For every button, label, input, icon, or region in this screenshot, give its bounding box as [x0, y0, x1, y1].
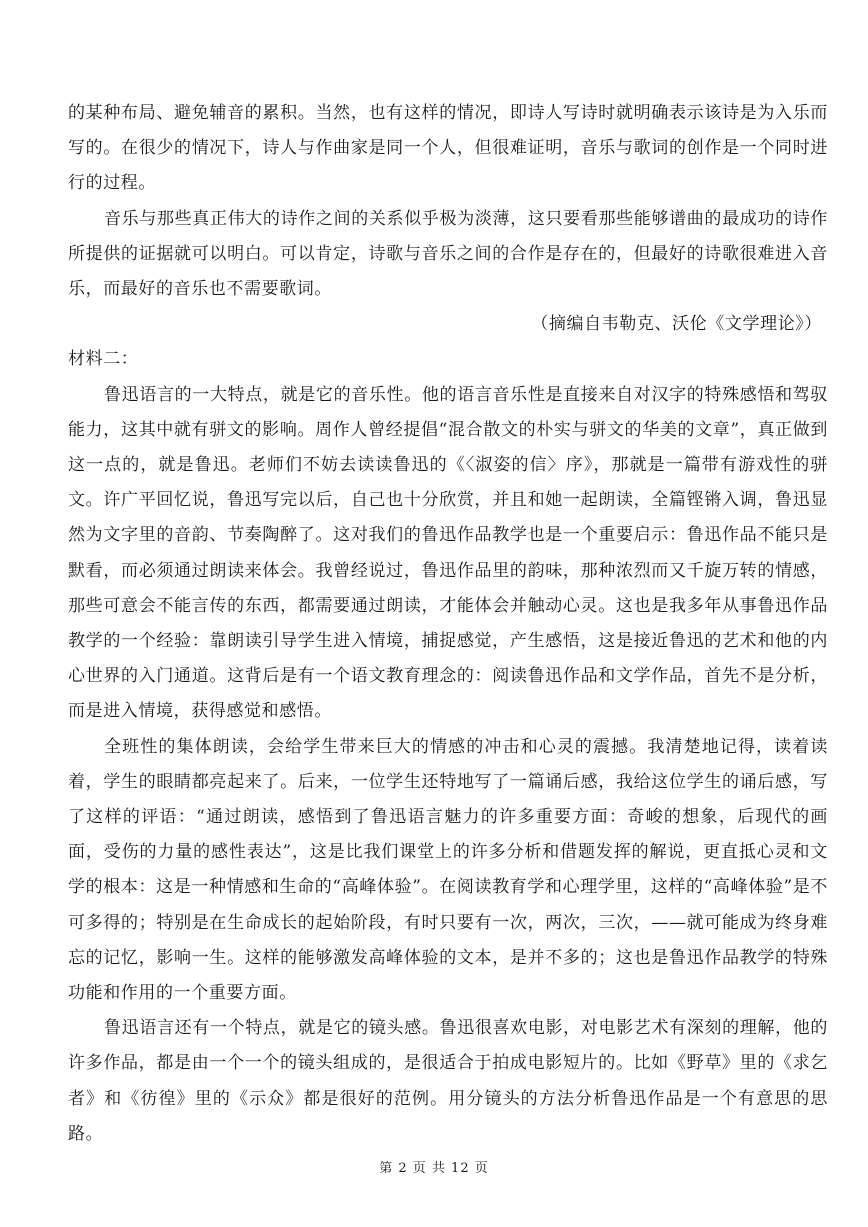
material-two-paragraph-2: 全班性的集体朗读，会给学生带来巨大的情感的冲击和心灵的震撼。我清楚地记得，读着读着，学生的眼睛都亮起来了。后来，一位学生还特地写了一篇诵后感，我给这位学生的诵后感，写了这样的评语：“通过朗读，感悟到了鲁迅语言魅力的许多重要方面：奇峻的想象，后现代的画面，受伤的力量的感性表达”，这是比我们课堂上的许多分析和借题发挥的解说，更直抵心灵和文学的根本：这是一种情感和生命的“高峰体验”。在阅读教育学和心理学里，这样的“高峰体验”是不可多得的；特别是在生命成长的起始阶段，有时只要有一次，两次，三次，——就可能成为终身难忘的记忆，影响一生。这样的能够激发高峰体验的文本，是并不多的；这也是鲁迅作品教学的特殊功能和作用的一个重要方面。 [68, 736, 828, 1004]
material-two-paragraph-3: 鲁迅语言还有一个特点，就是它的镜头感。鲁迅很喜欢电影，对电影艺术有深刻的理解，他的许多作品，都是由一个一个的镜头组成的，是很适合于拍成电影短片的。比如《野草》里的《求乞者》和《彷徨》里的《示众》都是很好的范例。用分镜头的方法分析鲁迅作品是一个有意思的思路。 [68, 1018, 828, 1144]
page-content [68, 96, 828, 1152]
material-two-paragraph-1: 鲁迅语言的一大特点，就是它的音乐性。他的语言音乐性是直接来自对汉字的特殊感悟和驾驭能力，这其中就有骈文的影响。周作人曾经提倡“混合散文的朴实与骈文的华美的文章”，真正做到这一点的，就是鲁迅。老师们不妨去读读鲁迅的《〈淑姿的信〉序》，那就是一篇带有游戏性的骈文。许广平回忆说，鲁迅写完以后，自己也十分欣赏，并且和她一起朗读，全篇铿锵入调，鲁迅显然为文字里的音韵、节奏陶醉了。这对我们的鲁迅作品教学也是一个重要启示：鲁迅作品不能只是默看，而必须通过朗读来体会。我曾经说过，鲁迅作品里的韵味，那种浓烈而又千旋万转的情感，那些可意会不能言传的东西，都需要通过朗读，才能体会并触动心灵。这也是我多年从事鲁迅作品教学的一个经验：靠朗读引导学生进入情境，捕捉感觉，产生感悟，这是接近鲁迅的艺术和他的内心世界的入门通道。这背后是有一个语文教育理念的：阅读鲁迅作品和文学作品，首先不是分析，而是进入情境，获得感觉和感悟。 [68, 384, 828, 722]
material-one-paragraph-2: 音乐与那些真正伟大的诗作之间的关系似乎极为淡薄，这只要看那些能够谱曲的最成功的诗作所提供的证据就可以明白。可以肯定，诗歌与音乐之间的合作是存在的，但最好的诗歌很难进入音乐，而最好的音乐也不需要歌词。 [68, 208, 828, 300]
material-two-heading: 材料二： [68, 349, 139, 370]
material-one-source: （摘编自韦勒克、沃伦《文学理论》） [531, 314, 822, 335]
page-number-footer: 第 2 页 共 12 页 [379, 1161, 489, 1176]
material-one-paragraph-1: 的某种布局、避免辅音的累积。当然，也有这样的情况，即诗人写诗时就明确表示该诗是为入乐而写的。在很少的情况下，诗人与作曲家是同一个人，但很难证明，音乐与歌词的创作是一个同时进行的过程。 [68, 103, 828, 194]
